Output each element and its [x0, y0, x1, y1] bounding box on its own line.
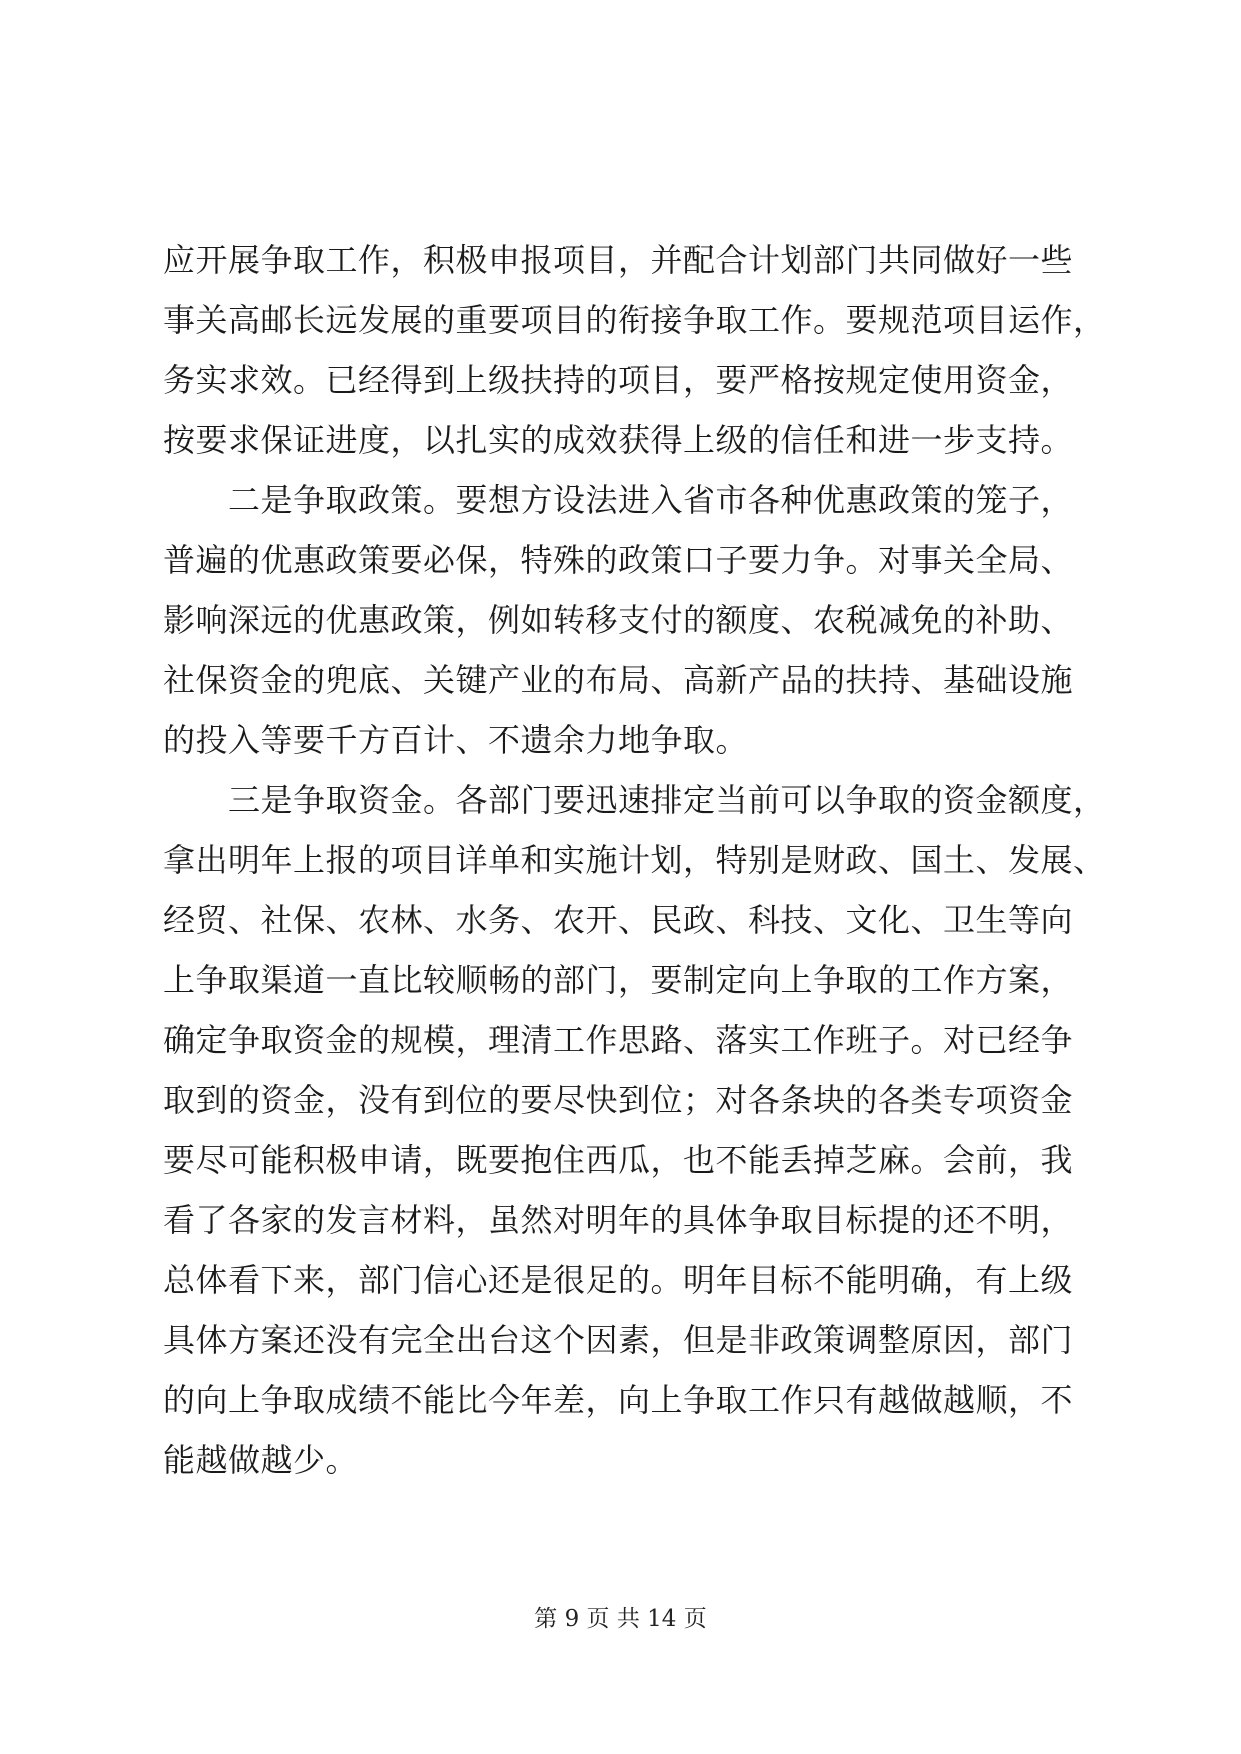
- text-line: 普遍的优惠政策要必保，特殊的政策口子要力争。对事关全局、: [163, 541, 1074, 579]
- text-line: 上争取渠道一直比较顺畅的部门，要制定向上争取的工作方案，: [163, 961, 1074, 999]
- text-line: 社保资金的兜底、关键产业的布局、高新产品的扶持、基础设施: [163, 661, 1074, 699]
- text-line: 经贸、社保、农林、水务、农开、民政、科技、文化、卫生等向: [163, 901, 1074, 939]
- text-line: 拿出明年上报的项目详单和实施计划，特别是财政、国土、发展、: [163, 841, 1106, 879]
- text-line: 看了各家的发言材料，虽然对明年的具体争取目标提的还不明，: [163, 1201, 1074, 1239]
- text-line: 按要求保证进度，以扎实的成效获得上级的信任和进一步支持。: [163, 421, 1074, 459]
- text-line: 应开展争取工作，积极申报项目，并配合计划部门共同做好一些: [163, 241, 1074, 279]
- text-line: 务实求效。已经得到上级扶持的项目，要严格按规定使用资金，: [163, 361, 1074, 399]
- text-line: 总体看下来，部门信心还是很足的。明年目标不能明确，有上级: [163, 1261, 1074, 1299]
- text-line: 要尽可能积极申请，既要抱住西瓜，也不能丢掉芝麻。会前，我: [163, 1141, 1074, 1179]
- page-number-footer: 第 9 页 共 14 页: [534, 1606, 707, 1632]
- text-line: 二是争取政策。要想方设法进入省市各种优惠政策的笼子，: [163, 481, 1074, 519]
- text-line: 事关高邮长远发展的重要项目的衔接争取工作。要规范项目运作，: [163, 301, 1106, 339]
- text-line: 确定争取资金的规模，理清工作思路、落实工作班子。对已经争: [163, 1021, 1074, 1059]
- text-line: 影响深远的优惠政策，例如转移支付的额度、农税减免的补助、: [163, 601, 1074, 639]
- text-line: 能越做越少。: [163, 1441, 359, 1479]
- text-line: 具体方案还没有完全出台这个因素，但是非政策调整原因，部门: [163, 1321, 1074, 1359]
- text-line: 三是争取资金。各部门要迅速排定当前可以争取的资金额度，: [163, 781, 1106, 819]
- body-text: [163, 230, 1123, 1490]
- text-line: 取到的资金，没有到位的要尽快到位；对各条块的各类专项资金: [163, 1081, 1074, 1119]
- text-line: 的投入等要千方百计、不遗余力地争取。: [163, 721, 749, 759]
- text-line: 的向上争取成绩不能比今年差，向上争取工作只有越做越顺，不: [163, 1381, 1074, 1419]
